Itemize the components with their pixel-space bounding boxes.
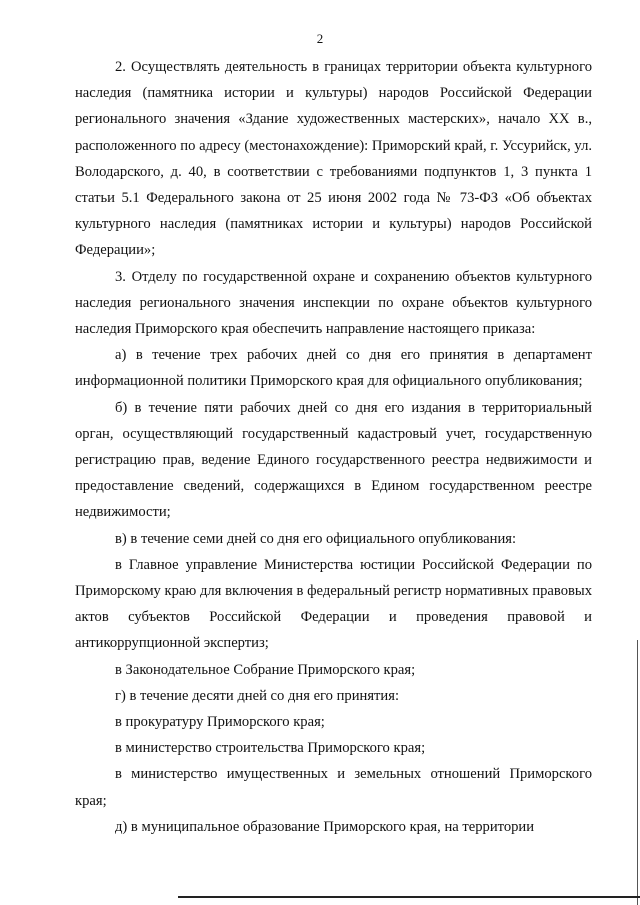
recipient-property-ministry: в министерство имущественных и земельных отношений Приморского края; (75, 766, 592, 809)
paragraph-item-3: 3. Отделу по государственной охране и сохранению объектов культурного наследия регионального значения инспекции по охране объектов культурного наследия Приморского края обеспечить направление настоящего приказа: (75, 268, 592, 338)
subparagraph-a: а) в течение трех рабочих дней со дня его принятия в департамент информационной политики Приморского края для официального опубликования; (75, 347, 592, 390)
scan-bottom-line (178, 896, 640, 898)
subparagraph-v: в) в течение семи дней со дня его официального опубликования: (115, 530, 517, 547)
paragraph-item-2: 2. Осуществлять деятельность в границах территории объекта культурного наследия (памятника истории и культуры) народов Российской Федерации регионального значения «Здание художественных мастерских», начало XX в., расположенного по адресу (местонахождение): Приморский край, г. Уссурийск, ул. Володарского, д. 40, в соответствии с требованиями подпунктов 1, 3 пункта 1 статьи 5.1 Федерального закона от 25 июня 2002 года № 73-ФЗ «Об объектах культурного наследия (памятниках истории и культуры) народов Российской Федерации»; (75, 59, 592, 259)
recipient-prosecutor: в прокуратуру Приморского края; (115, 714, 325, 731)
recipient-justice-ministry: в Главное управление Министерства юстиции Российской Федерации по Приморскому краю для включения в федеральный регистр нормативных правовых актов субъектов Российской Федерации и проведения правовой и антикоррупционной экспертиз; (75, 556, 592, 652)
subparagraph-g: г) в течение десяти дней со дня его принятия: (115, 687, 400, 704)
subparagraph-d: д) в муниципальное образование Приморского края, на территории (115, 818, 535, 835)
document-body (75, 54, 592, 840)
scan-edge-line (637, 640, 638, 905)
subparagraph-b: б) в течение пяти рабочих дней со дня его издания в территориальный орган, осуществляющий государственный кадастровый учет, государственную регистрацию прав, ведение Единого государственного реестра недвижимости и предоставление сведений, содержащихся в Едином государственном реестре недвижимости; (75, 399, 592, 521)
page-number: 2 (316, 31, 324, 46)
recipient-construction-ministry: в министерство строительства Приморского края; (115, 740, 426, 757)
recipient-legislative-assembly: в Законодательное Собрание Приморского края; (115, 661, 416, 678)
